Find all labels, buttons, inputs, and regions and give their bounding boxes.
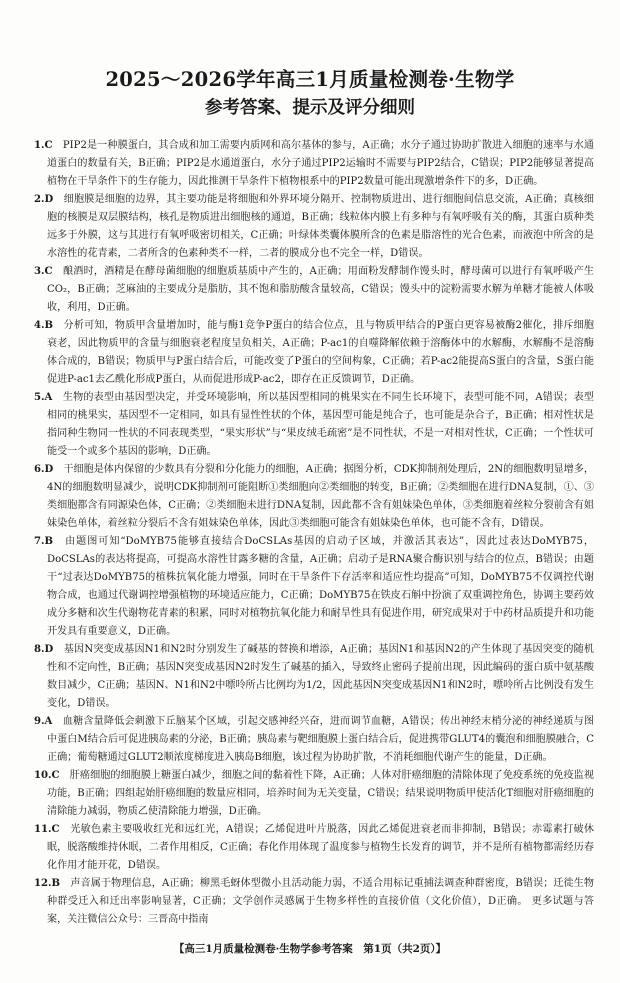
- page-title: 2025～2026学年高三1月质量检测卷·生物学: [105, 68, 515, 91]
- answer-number: 9.A: [34, 716, 53, 727]
- answer-number: 6.D: [34, 464, 54, 475]
- answer-list: [34, 137, 594, 935]
- answer-item-7: [34, 533, 594, 641]
- answer-text: 肝癌细胞的细胞膜上糖蛋白减少，细胞之间的黏着性下降，A正确；人体对肝癌细胞的清除体现了免疫系统的免疫监视功能，B正确；四组起始肝癌细胞的数量应相同，培养时间为无关变量，C错误；结果说明物质甲使活化T细胞对肝癌细胞的清除能力减弱，物质乙使清除能力增强，D正确。: [47, 770, 594, 817]
- answer-item-9: [34, 713, 594, 767]
- answer-item-2: [34, 191, 594, 263]
- answer-number: 1.C: [34, 140, 53, 151]
- answer-number: 4.B: [34, 320, 54, 331]
- answer-number: 2.D: [34, 194, 54, 205]
- answer-item-4: [34, 317, 594, 389]
- answer-item-5: [34, 389, 594, 461]
- answer-number: 10.C: [34, 770, 60, 781]
- answer-text: 基因N突变成基因N1和N2时分别发生了碱基的替换和增添，A正确；基因N1和基因N2的产生体现了基因突变的随机性和不定向性，B正确；基因N突变成基因N2时发生了碱基的插入，导致终止密码子提前出现，因此编码的蛋白质中氨基酸数目减少，C正确；基因N、N1和N2中嘌呤所占比例均为1/2，因此基因N突变成基因N1和N2时，嘌呤所占比例没有发生变化，D错误。: [47, 644, 594, 709]
- answer-text: 光敏色素主要吸收红光和远红光，A错误；乙烯促进叶片脱落，因此乙烯促进衰老而非抑制，B错误；赤霉素打破休眠，脱落酸维持休眠，二者作用相反，C正确；春化作用体现了温度参与植物生长发育的调节，并不是所有植物都需经历春化作用才能开花，D错误。: [47, 824, 594, 871]
- answer-text: 细胞膜是细胞的边界，其主要功能是将细胞和外界环境分隔开、控制物质进出、进行细胞间信息交流，A正确；真核细胞的核膜是双层膜结构，核孔是物质进出细胞核的通道，B正确；线粒体内膜上有多种与有氧呼吸有关的酶，其蛋白质种类远多于外膜，这与其进行有氧呼吸密切相关，C正确；叶绿体类囊体膜所含的色素是脂溶性的光合色素，而液泡中所含的是水溶性的花青素，二者所含的色素种类不一样，二者的膜成分也不完全一样，D错误。: [47, 194, 594, 259]
- answer-number: 5.A: [34, 392, 53, 403]
- answer-item-1: [34, 137, 594, 191]
- answer-text: PIP2是一种膜蛋白，其合成和加工需要内质网和高尔基体的参与，A正确；水分子通过协助扩散进入细胞的速率与水通道蛋白的数量有关，B正确；PIP2是水通道蛋白，水分子通过PIP2运输时不需要与PIP2结合，C错误；PIP2能够显著提高植物在干旱条件下的生存能力，因此推测干旱条件下植物根系中的PIP2数量可能出现激增条件下的多，D正确。: [47, 140, 594, 187]
- answer-text: 血糖含量降低会刺激下丘脑某个区域，引起交感神经兴奋，进而调节血糖，A错误；传出神经末梢分泌的神经递质与图中蛋白M结合后可促进胰岛素的分泌，B正确；胰岛素与靶细胞膜上蛋白结合后，促进携带GLUT4的囊泡和细胞膜融合，C正确；葡萄糖通过GLUT2顺浓度梯度进入胰岛B细胞，该过程为协助扩散，不消耗细胞代谢产生的能量，D正确。: [47, 716, 594, 763]
- answer-text: 生物的表型由基因型决定，并受环境影响，所以基因型相同的桃果实在不同生长环境下，表型可能不同，A错误；表型相同的桃果实，基因型不一定相同，如具有显性性状的个体，基因型可能是纯合子，也可能是杂合子，B正确；相对性状是指同种生物同一性状的不同表现类型，“果实形状”与“果皮绒毛疏密”是不同性状，不是一对相对性状，C正确；一个性状可能受一个或多个基因的影响，D正确。: [47, 392, 594, 457]
- answer-number: 12.B: [34, 878, 61, 889]
- answer-item-8: [34, 641, 594, 713]
- page-subtitle: 参考答案、提示及评分细则: [205, 98, 415, 118]
- answer-number: 8.D: [34, 644, 54, 655]
- answer-item-12: [34, 875, 594, 929]
- answer-text: 干细胞是体内保留的少数具有分裂和分化能力的细胞，A正确；据图分析，CDK抑制剂处理后，2N的细胞数明显增多，4N的细胞数明显减少，说明CDK抑制剂可能阻断①类细胞向②类细胞的转变，B正确；②类细胞在进行DNA复制，①、③类细胞都含有同源染色体，C正确；②类细胞未进行DNA复制，因此都不含有姐妹染色单体，③类细胞着丝粒分裂前含有姐妹染色单体，着丝粒分裂后不含有姐妹染色单体，因此③类细胞可能含有姐妹染色单体，也可能不含有，D错误。: [47, 464, 594, 529]
- answer-number: 11.C: [34, 824, 60, 835]
- answer-text: 分析可知，物质甲含量增加时，能与酶1竞争P蛋白的结合位点，且与物质甲结合的P蛋白更容易被酶2催化，排斥细胞衰老，因此物质甲的含量与细胞衰老程度呈负相关，A正确；P-ac1的自噬降解依赖于溶酶体中的水解酶，水解酶不是溶酶体合成的，B错误；物质甲与P蛋白结合后，可能改变了P蛋白的空间构象，C正确；若P-ac2能提高S蛋白的含量，S蛋白能促进P-ac1去乙酰化形成P蛋白，从而促进形成P-ac2，即存在正反馈调节，D正确。: [47, 320, 594, 385]
- answer-text: 酿酒时，酒精是在酵母菌细胞的细胞质基质中产生的，A正确；用面粉发酵制作馒头时，酵母菌可以进行有氧呼吸产生CO₂，B正确；芝麻油的主要成分是脂肪，其不饱和脂肪酸含量较高，C错误；馒头中的淀粉需要水解为单糖才能被人体吸收，利用，D正确。: [47, 266, 594, 313]
- answer-item-10: [34, 767, 594, 821]
- answer-text: 声音属于物理信息，A正确；柳黑毛蚜体型微小且活动能力弱，不适合用标记重捕法调查种群密度，B错误；迁徙生物种群受迁入和迁出率影响显著，C正确；文学创作灵感属于生物多样性的直接价值（文化价值），D正确。: [47, 878, 594, 907]
- answer-number: 3.C: [34, 266, 53, 277]
- page-footer: 【高三1月质量检测卷·生物学参考答案 第1页（共2页）】: [173, 943, 447, 955]
- answer-item-3: [34, 263, 594, 317]
- answer-text: 由题图可知“DoMYB75能够直接结合DoCSLAs基因的启动子区域，并激活其表达”，因此过表达DoMYB75，DoCSLAs的表达将提高，可提高水溶性甘露多糖的含量，A正确；启动子是RNA聚合酶识别与结合的位点，B错误；由题干“过表达DoMYB75的植株抗氧化能力增强，同时在干旱条件下存活率和适应性均提高”可知，DoMYB75不仅调控代谢物合成，也通过代谢调控增强植物的环境适应能力，C正确；DoMYB75在铁皮石斛中扮演了双重调控角色，协调主要药效成分多糖和次生代谢物花青素的积累，同时对植物抗氧化能力和耐旱性具有促进作用，研究成果对于中药材品质提升和功能开发具有重要意义，D正确。: [47, 536, 594, 637]
- answer-item-11: [34, 821, 594, 875]
- answer-item-6: [34, 461, 594, 533]
- answer-number: 7.B: [34, 536, 54, 547]
- promo-note: 更多试题与答案，关注微信公众号：三晋高中指南: [47, 896, 594, 925]
